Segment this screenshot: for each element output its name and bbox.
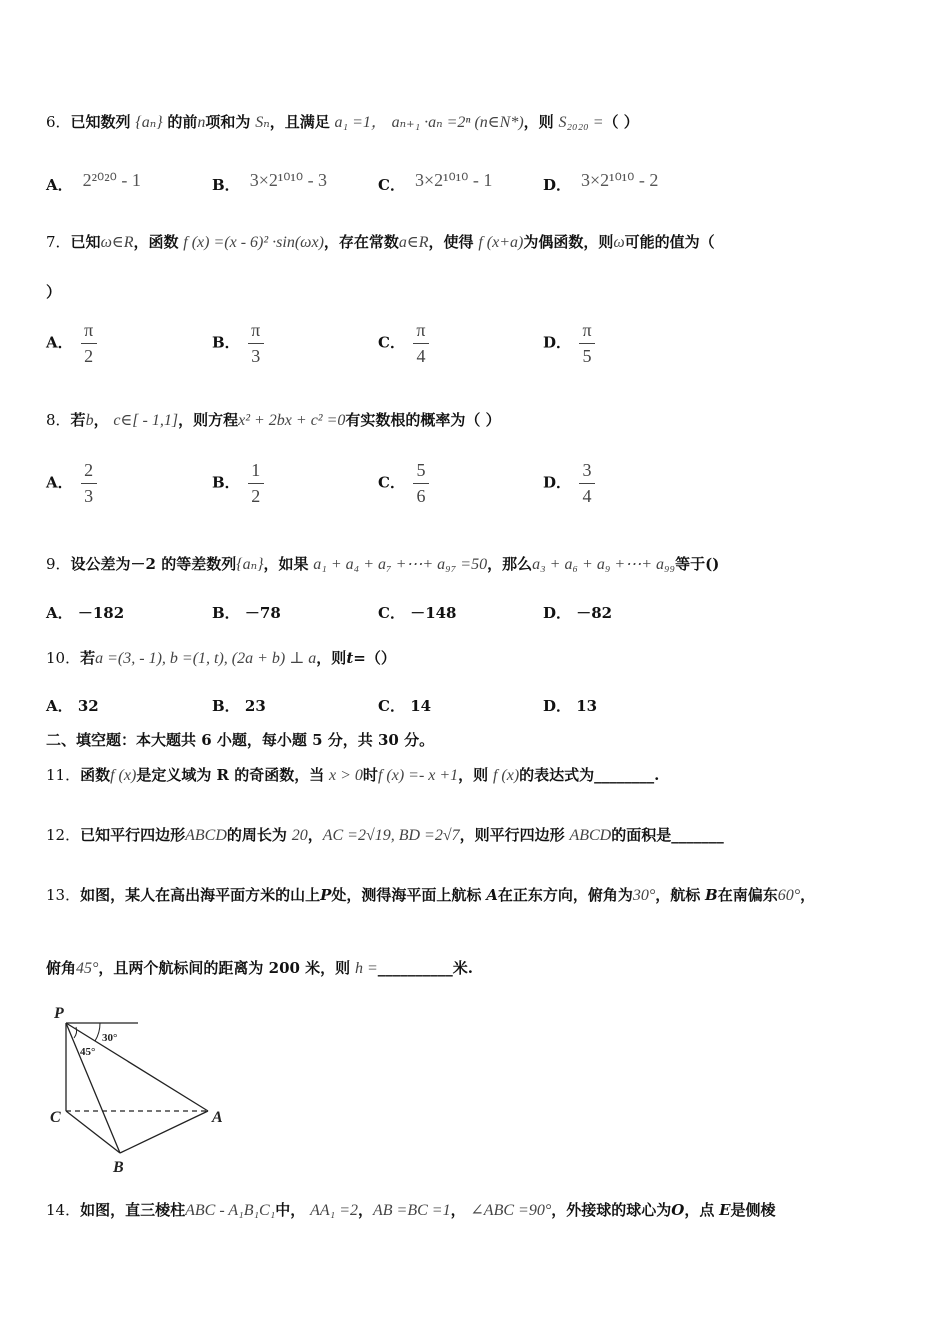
question-11-stem: 11．函数f (x)是定义域为 R 的奇函数，当 x > 0时f (x) =- x +1，则 f (x)的表达式为________.	[46, 766, 660, 784]
q6-option-c: C． 3×2¹⁰¹⁰ - 1	[378, 170, 493, 194]
question-7-stem: 7．已知ω∈R，函数 f (x) =(x - 6)² ·sin(ωx)，存在常数a∈R，使得 f (x+a)为偶函数，则ω可能的值为（	[46, 233, 715, 251]
q7-option-a: A． $\frac{\pi}{2}$	[46, 320, 97, 367]
question-14-stem: 14．如图，直三棱柱ABC - A₁B₁C₁中， AA₁ =2，AB =BC =1， ∠ABC =90°，外接球的球心为O，点 E是侧棱	[46, 1201, 776, 1219]
label-c: C	[50, 1109, 61, 1126]
q7-option-d: D． $\frac{\pi}{5}$	[543, 320, 595, 367]
question-10-stem: 10．若a =(3, - 1), b =(1, t), (2a + b) ⊥ a，则t=（）	[46, 649, 396, 667]
angle-arc-30	[95, 1023, 100, 1041]
edge-pa	[66, 1023, 208, 1111]
q9-option-c: C． －148	[378, 604, 457, 622]
q6-option-a: A． 2²⁰²⁰ - 1	[46, 170, 141, 194]
q9-option-b: B． －78	[212, 604, 281, 622]
section-2-heading: 二、填空题：本大题共 6 小题，每小题 5 分，共 30 分。	[46, 731, 435, 749]
q8-option-d: D． $\frac{3}{4}$	[543, 460, 595, 507]
q6-number: 6．	[46, 113, 71, 131]
q13-figure	[40, 1000, 240, 1180]
question-13-stem: 13．如图，某人在高出海平面方米的山上P处，测得海平面上航标 A在正东方向，俯角为30°，航标 B在南偏东60°，	[46, 886, 816, 904]
label-a: A	[212, 1109, 223, 1126]
question-9-stem: 9．设公差为－2 的等差数列{aₙ}，如果 a₁ + a₄ + a₇ +⋯+ a₉₇ =50，那么a₃ + a₆ + a₉ +⋯+ a₉₉等于()	[46, 555, 720, 573]
question-6-stem: 6．已知数列 {aₙ} 的前n项和为 Sₙ，且满足 a₁ =1， aₙ₊₁ ·aₙ =2ⁿ (n∈N*)，则 S₂₀₂₀ =（ ）	[46, 113, 639, 131]
q10-option-a: A． 32	[46, 697, 99, 715]
q10-option-c: C． 14	[378, 697, 432, 715]
q6-option-d: D． 3×2¹⁰¹⁰ - 2	[543, 170, 659, 194]
q7-option-c: C． $\frac{\pi}{4}$	[378, 320, 429, 367]
label-p: P	[54, 1005, 64, 1022]
question-13-stem-cont: 俯角45°，且两个航标间的距离为 200 米，则 h =__________米.	[46, 959, 473, 977]
edge-ba	[120, 1111, 208, 1153]
label-30deg: 30°	[102, 1032, 118, 1044]
q9-option-a: A． －182	[46, 604, 125, 622]
q8-option-c: C． $\frac{5}{6}$	[378, 460, 429, 507]
label-b: B	[113, 1159, 124, 1176]
q10-option-b: B． 23	[212, 697, 266, 715]
question-7-stem-cont: ）	[46, 283, 62, 301]
label-45deg: 45°	[80, 1046, 96, 1058]
question-8-stem: 8．若b， c∈[ - 1,1]，则方程x² + 2bx + c² =0有实数根的概率为（ ）	[46, 411, 501, 429]
question-12-stem: 12．已知平行四边形ABCD的周长为 20，AC =2√19, BD =2√7，则平行四边形 ABCD的面积是_______	[46, 826, 724, 844]
q8-option-b: B． $\frac{1}{2}$	[212, 460, 264, 507]
q9-option-d: D． －82	[543, 604, 613, 622]
q8-option-a: A． $\frac{2}{3}$	[46, 460, 97, 507]
q7-option-b: B． $\frac{\pi}{3}$	[212, 320, 264, 367]
q10-option-d: D． 13	[543, 697, 598, 715]
q6-option-b: B． 3×2¹⁰¹⁰ - 3	[212, 170, 328, 194]
